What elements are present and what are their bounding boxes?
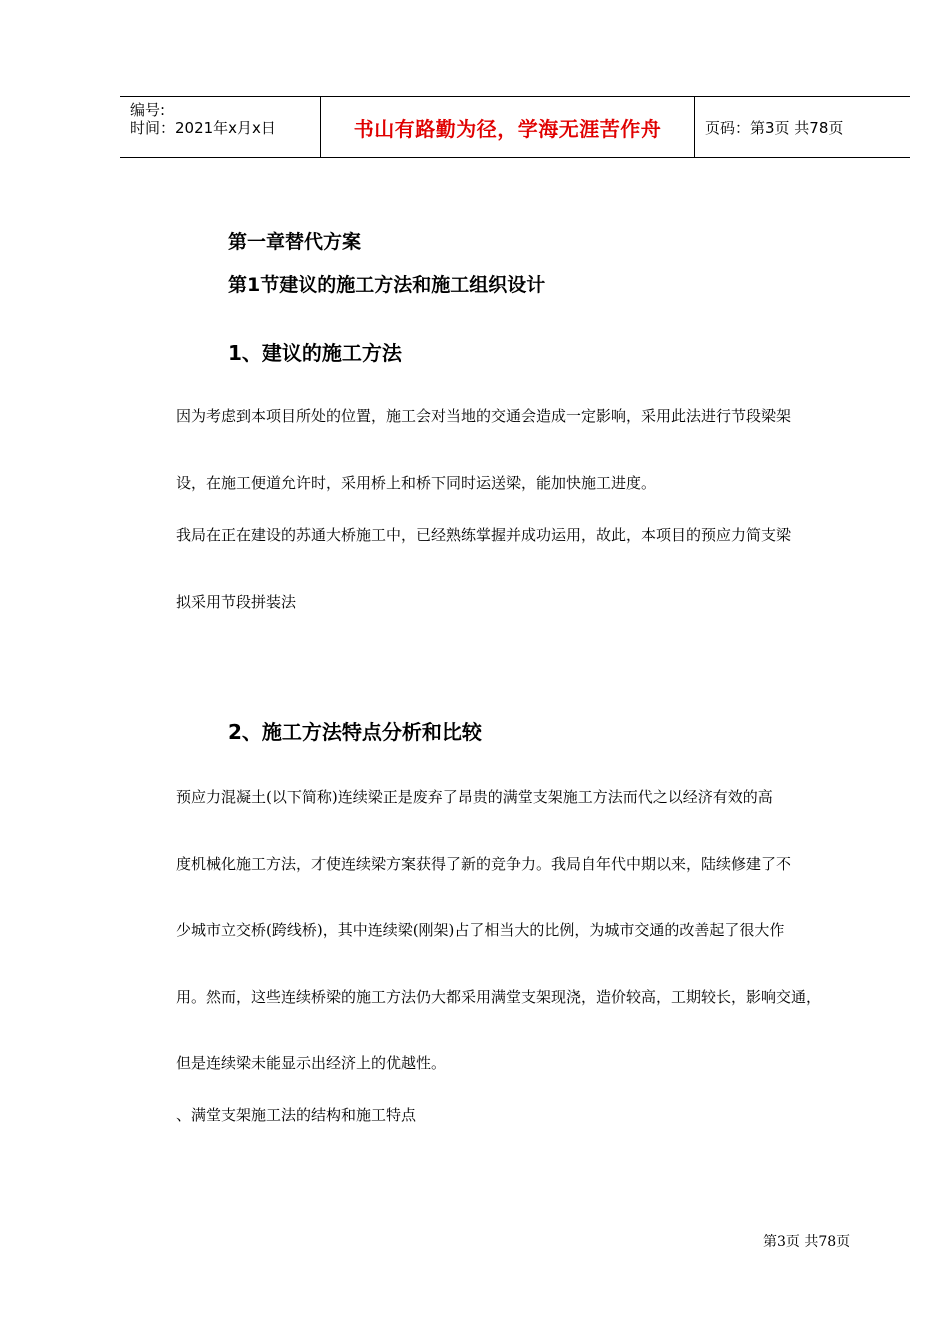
- section-title: 第1节建议的施工方法和施工组织设计: [228, 274, 546, 296]
- header-page-number: 页码：第3页 共78页: [705, 118, 844, 137]
- paragraph-line: 拟采用节段拼装法: [176, 593, 297, 611]
- paragraph-line: 但是连续梁未能显示出经济上的优越性。: [176, 1054, 447, 1072]
- paragraph-line: 度机械化施工方法，才使连续梁方案获得了新的竞争力。我局自年代中期以来，陆续修建了不: [176, 855, 792, 873]
- page-header: [120, 96, 910, 158]
- footer-page-number: 第3页 共78页: [763, 1234, 851, 1250]
- header-page-cell: [695, 97, 910, 157]
- chapter-title: 第一章替代方案: [228, 231, 362, 253]
- paragraph-line: 我局在正在建设的苏通大桥施工中，已经熟练掌握并成功运用，故此，本项目的预应力简支梁: [176, 526, 792, 544]
- paragraph-line: 预应力混凝土(以下简称)连续梁正是废弃了昂贵的满堂支架施工方法而代之以经济有效的高: [176, 788, 773, 806]
- header-info-cell: [120, 97, 321, 157]
- paragraph-line: 少城市立交桥(跨线桥)，其中连续梁(刚架)占了相当大的比例，为城市交通的改善起了很大作: [176, 921, 785, 939]
- document-number-label: 编号:: [130, 101, 166, 119]
- paragraph-line: 设，在施工便道允许时，采用桥上和桥下同时运送梁，能加快施工进度。: [176, 474, 657, 492]
- paragraph-line: 用。然而，这些连续桥梁的施工方法仍大都采用满堂支架现浇，造价较高，工期较长，影响交通，: [176, 988, 822, 1006]
- paragraph-line: 、满堂支架施工法的结构和施工特点: [176, 1106, 417, 1124]
- paragraph-line: 因为考虑到本项目所处的位置，施工会对当地的交通会造成一定影响，采用此法进行节段梁架: [176, 407, 792, 425]
- document-time-label: 时间：2021年x月x日: [130, 119, 276, 137]
- subsection-2-title: 2、施工方法特点分析和比较: [228, 720, 482, 744]
- subsection-1-title: 1、建议的施工方法: [228, 341, 402, 365]
- header-motto: 书山有路勤为径，学海无涯苦作舟: [353, 116, 662, 141]
- header-motto-cell: [321, 97, 695, 157]
